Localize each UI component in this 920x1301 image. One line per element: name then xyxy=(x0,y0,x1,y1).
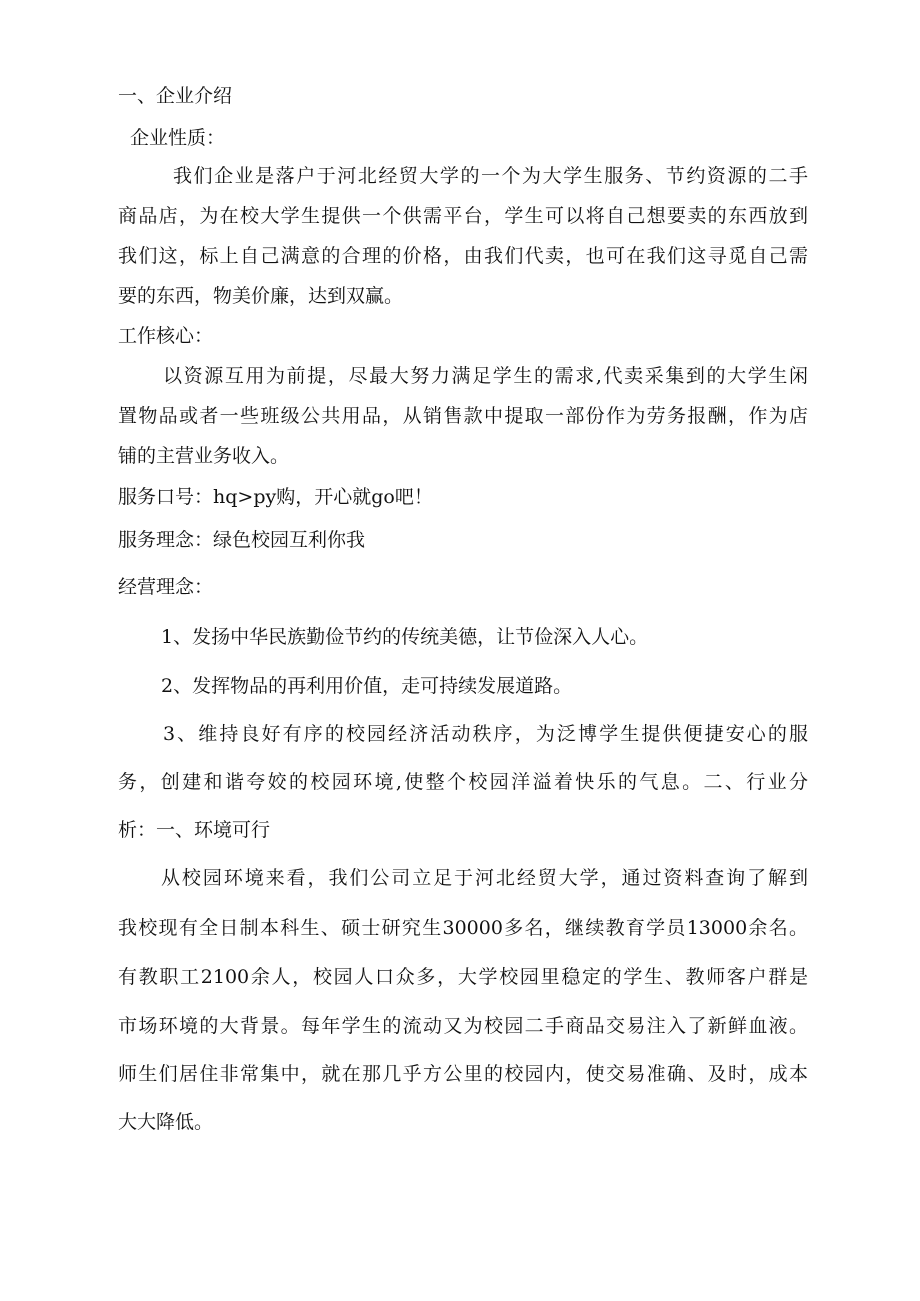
paragraph-line: 我们这，标上自己满意的合理的价格，由我们代卖，也可在我们这寻觅自己需 xyxy=(118,245,808,267)
concept-item-1: 1、发扬中华民族勤俭节约的传统美德，让节俭深入人心。 xyxy=(161,626,649,648)
concept-item-3: 3、维持良好有序的校园经济活动秩序，为泛博学生提供便捷安心的服 xyxy=(163,723,808,745)
service-slogan: 服务口号：hq>py购，开心就go吧！ xyxy=(118,486,433,508)
label-company-nature: 企业性质： xyxy=(130,127,226,149)
paragraph-line: 商品店，为在校大学生提供一个供需平台，学生可以将自己想要卖的东西放到 xyxy=(118,205,808,227)
paragraph-line: 师生们居住非常集中，就在那几乎方公里的校园内，使交易准确、及时，成本 xyxy=(118,1063,808,1085)
paragraph-line: 我校现有全日制本科生、硕士研究生30000多名，继续教育学员13000余名。 xyxy=(118,917,808,939)
paragraph-line: 从校园环境来看，我们公司立足于河北经贸大学，通过资料查询了解到 xyxy=(161,867,808,889)
service-concept: 服务理念：绿色校园互利你我 xyxy=(118,529,366,551)
paragraph-line: 析：一、环境可行 xyxy=(118,819,271,841)
paragraph-line: 有教职工2100余人，校园人口众多，大学校园里稳定的学生、教师客户群是 xyxy=(118,966,808,988)
paragraph-line: 置物品或者一些班级公共用品，从销售款中提取一部份作为劳务报酬，作为店 xyxy=(118,405,808,427)
paragraph-line: 大大降低。 xyxy=(118,1111,214,1133)
paragraph-line: 市场环境的大背景。每年学生的流动又为校园二手商品交易注入了新鲜血液。 xyxy=(118,1015,808,1037)
paragraph-line: 铺的主营业务收入。 xyxy=(118,445,290,467)
paragraph-line: 以资源互用为前提，尽最大努力满足学生的需求,代卖采集到的大学生闲 xyxy=(163,365,808,387)
paragraph-line: 要的东西，物美价廉，达到双赢。 xyxy=(118,285,404,307)
label-work-core: 工作核心： xyxy=(118,325,214,347)
paragraph-line: 务，创建和谐夸姣的校园环境,使整个校园洋溢着快乐的气息。二、行业分 xyxy=(118,771,808,793)
label-business-concept: 经营理念： xyxy=(118,576,214,598)
concept-item-2: 2、发挥物品的再利用价值，走可持续发展道路。 xyxy=(161,675,573,697)
paragraph-line: 我们企业是落户于河北经贸大学的一个为大学生服务、节约资源的二手 xyxy=(173,165,808,187)
section-heading-company-intro: 一、企业介绍 xyxy=(118,85,233,107)
